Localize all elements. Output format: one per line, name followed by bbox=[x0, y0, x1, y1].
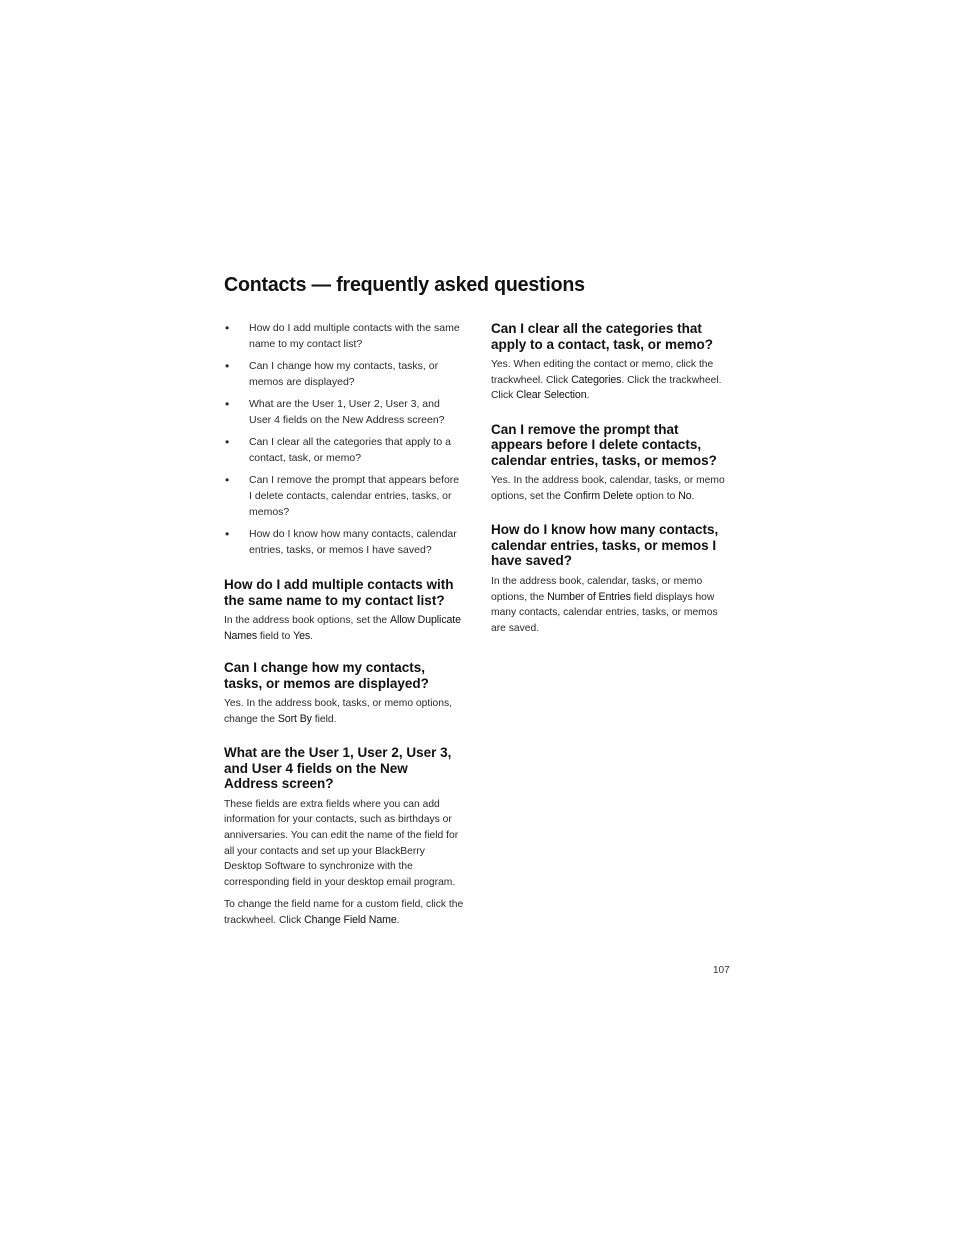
list-item bbox=[224, 396, 464, 428]
list-item-text: How do I know how many contacts, calendar entries, tasks, or memos I have saved? bbox=[249, 528, 457, 556]
bullet-icon: • bbox=[225, 435, 230, 449]
faq-question-user-fields: What are the User 1, User 2, User 3, and User 4 fields on the New Address screen? bbox=[224, 745, 452, 792]
faq-answer-user-fields-rename: To change the field name for a custom field, click the trackwheel. Click Change Field Name. bbox=[224, 899, 464, 927]
list-item bbox=[224, 434, 464, 466]
faq-question-delete-prompt: Can I remove the prompt that appears before I delete contacts, calendar entries, tasks, or memos? bbox=[491, 421, 717, 468]
list-item-text: How do I add multiple contacts with the same name to my contact list? bbox=[249, 322, 460, 350]
list-item-text: Can I change how my contacts, tasks, or memos are displayed? bbox=[249, 360, 439, 388]
faq-answer-user-fields: These fields are extra fields where you can add information for your contacts, such as birthdays or anniversaries. You can edit the name of the field for all your contacts and set up your BlackBerry Desktop Software to synchronize with the corresponding field in your desktop email program. bbox=[224, 798, 459, 888]
faq-answer-duplicate-names: In the address book options, set the Allow Duplicate Names field to Yes. bbox=[224, 614, 461, 642]
bullet-icon: • bbox=[225, 321, 230, 335]
faq-question-duplicate-names: How do I add multiple contacts with the same name to my contact list? bbox=[224, 577, 454, 608]
faq-answer-delete-prompt: Yes. In the address book, calendar, tasks, or memo options, set the Confirm Delete option to No. bbox=[491, 475, 725, 502]
bullet-icon: • bbox=[225, 359, 230, 373]
list-item bbox=[224, 526, 464, 558]
page-title: Contacts — frequently asked questions bbox=[224, 274, 585, 296]
faq-answer-display: Yes. In the address book, tasks, or memo options, change the Sort By field. bbox=[224, 698, 452, 725]
ui-option-label: Sort By bbox=[277, 712, 312, 725]
question-list bbox=[224, 320, 464, 558]
left-column bbox=[224, 320, 464, 936]
faq-answer-entry-count: In the address book, calendar, tasks, or memo options, the Number of Entries field displays how many contacts, calendar entries, tasks, or memos are saved. bbox=[491, 575, 718, 634]
faq-question-clear-categories: Can I clear all the categories that apply to a contact, task, or memo? bbox=[491, 321, 714, 352]
faq-question-entry-count: How do I know how many contacts, calendar entries, tasks, or memos I have saved? bbox=[491, 522, 719, 569]
list-item-text: Can I remove the prompt that appears before I delete contacts, calendar entries, tasks, or memos? bbox=[249, 474, 460, 518]
ui-option-label: Number of Entries bbox=[547, 590, 631, 603]
faq-question-display: Can I change how my contacts, tasks, or memos are displayed? bbox=[224, 660, 429, 691]
ui-option-label: Confirm Delete bbox=[563, 489, 633, 502]
page-number: 107 bbox=[713, 965, 730, 976]
ui-menu-item-label: Categories bbox=[571, 373, 622, 386]
list-item bbox=[224, 358, 464, 390]
bullet-icon: • bbox=[225, 397, 230, 411]
list-item-text: What are the User 1, User 2, User 3, and User 4 fields on the New Address screen? bbox=[249, 398, 445, 426]
right-column bbox=[491, 320, 731, 643]
ui-option-label: Allow Duplicate Names bbox=[224, 614, 461, 642]
list-item bbox=[224, 320, 464, 352]
list-item bbox=[224, 472, 464, 520]
ui-menu-item-label: Clear Selection bbox=[516, 389, 587, 402]
ui-menu-item-label: Change Field Name bbox=[304, 914, 397, 927]
bullet-icon: • bbox=[225, 527, 230, 541]
bullet-icon: • bbox=[225, 473, 230, 487]
faq-answer-clear-categories: Yes. When editing the contact or memo, click the trackwheel. Click Categories. Click the trackwheel. Click Clear Selection. bbox=[491, 359, 722, 402]
list-item-text: Can I clear all the categories that apply to a contact, task, or memo? bbox=[249, 436, 451, 464]
ui-option-value: No bbox=[678, 489, 692, 502]
ui-option-value: Yes bbox=[293, 629, 311, 642]
